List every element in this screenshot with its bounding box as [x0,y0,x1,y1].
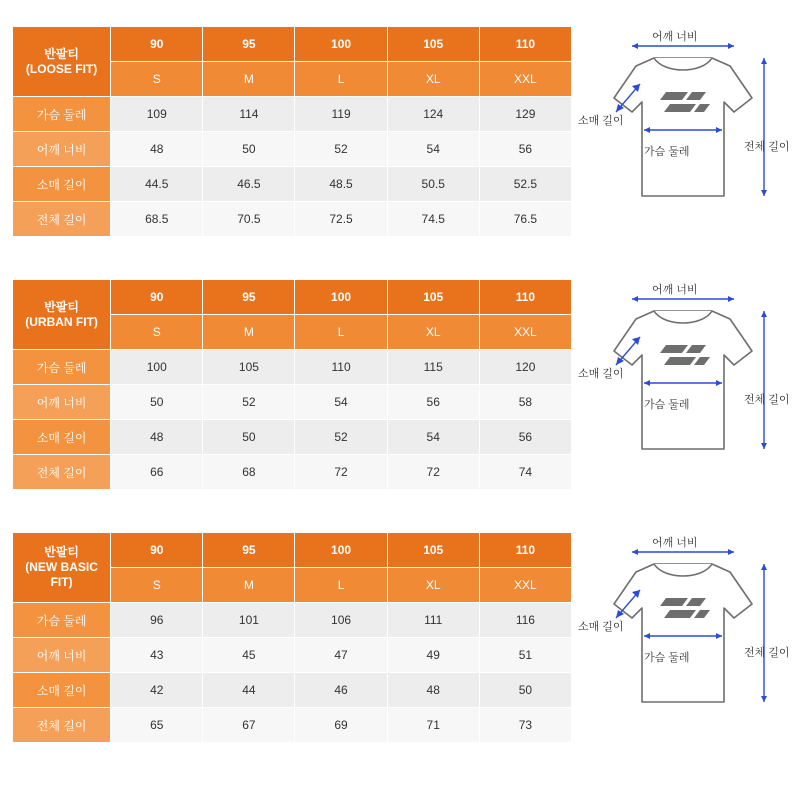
table-corner-label [13,533,111,603]
measure-value: 111 [387,603,479,638]
tshirt-svg [584,279,799,489]
measure-value: 56 [479,420,571,455]
table-row [13,638,572,673]
table-row [13,97,572,132]
measure-value: 68.5 [111,202,203,237]
measure-value: 52.5 [479,167,571,202]
table-row [13,420,572,455]
size-header-alpha: M [203,62,295,97]
size-header-alpha: M [203,315,295,350]
measure-value: 50 [203,420,295,455]
measure-value: 58 [479,385,571,420]
measure-value: 50 [203,132,295,167]
measure-value: 100 [111,350,203,385]
size-header-numeric: 105 [387,280,479,315]
size-header-numeric: 95 [203,280,295,315]
size-header-numeric: 100 [295,533,387,568]
measure-value: 105 [203,350,295,385]
measure-value: 115 [387,350,479,385]
measure-value: 48 [111,420,203,455]
measure-value: 50 [111,385,203,420]
corner-line-2: (NEW BASIC FIT) [25,560,98,589]
measure-value: 72 [295,455,387,490]
size-header-numeric: 90 [111,27,203,62]
measure-label: 전체 길이 [13,202,111,237]
size-header-numeric: 90 [111,280,203,315]
measure-value: 74.5 [387,202,479,237]
measure-value: 129 [479,97,571,132]
figure-label-sleeve: 소매 길이 [578,115,624,127]
measure-value: 46 [295,673,387,708]
measure-value: 66 [111,455,203,490]
table-wrap-0 [12,26,572,237]
measure-label: 소매 길이 [13,167,111,202]
measure-value: 48 [387,673,479,708]
measure-value: 56 [387,385,479,420]
measure-value: 96 [111,603,203,638]
measure-value: 72 [387,455,479,490]
size-block-loose-fit [12,26,788,237]
table-row [13,385,572,420]
figure-label-shoulder: 어깨 너비 [652,284,698,296]
measure-value: 49 [387,638,479,673]
measure-value: 46.5 [203,167,295,202]
figure-label-sleeve: 소매 길이 [578,621,624,633]
measure-value: 52 [295,420,387,455]
measure-value: 71 [387,708,479,743]
table-row [13,455,572,490]
measure-value: 101 [203,603,295,638]
size-header-alpha: L [295,568,387,603]
corner-line-1: 반팔티 [44,46,79,61]
figure-label-chest: 가슴 둘레 [644,399,690,411]
measure-value: 52 [295,132,387,167]
measure-label: 가슴 둘레 [13,97,111,132]
measure-value: 69 [295,708,387,743]
measure-value: 51 [479,638,571,673]
figure-label-total: 전체 길이 [744,394,790,406]
measure-value: 74 [479,455,571,490]
size-header-numeric: 100 [295,27,387,62]
table-row [13,202,572,237]
measure-value: 42 [111,673,203,708]
measure-value: 76.5 [479,202,571,237]
size-table-2 [12,532,572,743]
tshirt-svg [584,532,799,742]
measure-value: 65 [111,708,203,743]
size-header-numeric: 110 [479,533,571,568]
size-header-numeric: 110 [479,280,571,315]
figure-label-total: 전체 길이 [744,141,790,153]
measure-value: 67 [203,708,295,743]
size-header-alpha: XL [387,62,479,97]
measure-value: 106 [295,603,387,638]
measure-value: 110 [295,350,387,385]
measure-value: 50 [479,673,571,708]
figure-label-sleeve: 소매 길이 [578,368,624,380]
size-header-alpha: XXL [479,62,571,97]
measure-value: 44 [203,673,295,708]
measure-value: 44.5 [111,167,203,202]
tshirt-diagram-0 [578,26,799,236]
measure-value: 68 [203,455,295,490]
size-header-alpha: XXL [479,315,571,350]
size-header-alpha: S [111,568,203,603]
size-table-0 [12,26,572,237]
table-row [13,167,572,202]
measure-value: 72.5 [295,202,387,237]
size-header-alpha: XL [387,315,479,350]
table-row [13,603,572,638]
measure-value: 48 [111,132,203,167]
size-header-numeric: 95 [203,27,295,62]
size-block-urban-fit [12,279,788,490]
table-row [13,27,572,62]
table-row [13,280,572,315]
size-header-alpha: XL [387,568,479,603]
tshirt-diagram-1 [578,279,799,489]
size-header-numeric: 95 [203,533,295,568]
measure-value: 52 [203,385,295,420]
table-corner-label [13,280,111,350]
figure-label-chest: 가슴 둘레 [644,652,690,664]
size-header-alpha: S [111,62,203,97]
measure-value: 43 [111,638,203,673]
measure-value: 116 [479,603,571,638]
figure-label-total: 전체 길이 [744,647,790,659]
measure-label: 소매 길이 [13,673,111,708]
figure-label-shoulder: 어깨 너비 [652,537,698,549]
size-header-numeric: 105 [387,27,479,62]
measure-value: 70.5 [203,202,295,237]
measure-label: 가슴 둘레 [13,350,111,385]
measure-value: 54 [387,132,479,167]
size-header-numeric: 105 [387,533,479,568]
corner-line-1: 반팔티 [44,545,79,559]
measure-label: 가슴 둘레 [13,603,111,638]
size-header-numeric: 90 [111,533,203,568]
measure-value: 48.5 [295,167,387,202]
measure-value: 56 [479,132,571,167]
table-row [13,132,572,167]
size-table-1 [12,279,572,490]
measure-value: 50.5 [387,167,479,202]
measure-value: 109 [111,97,203,132]
measure-label: 전체 길이 [13,708,111,743]
table-wrap-2 [12,532,572,743]
table-corner-label [13,27,111,97]
size-header-alpha: L [295,315,387,350]
measure-value: 114 [203,97,295,132]
size-header-alpha: XXL [479,568,571,603]
measure-label: 어깨 너비 [13,132,111,167]
size-header-numeric: 100 [295,280,387,315]
measure-value: 54 [295,385,387,420]
corner-line-1: 반팔티 [44,299,79,314]
measure-value: 45 [203,638,295,673]
measure-value: 47 [295,638,387,673]
figure-label-shoulder: 어깨 너비 [652,31,698,43]
table-wrap-1 [12,279,572,490]
measure-value: 73 [479,708,571,743]
measure-label: 전체 길이 [13,455,111,490]
measure-label: 어깨 너비 [13,385,111,420]
corner-line-2: (URBAN FIT) [25,314,98,329]
tshirt-svg [584,26,799,236]
corner-line-2: (LOOSE FIT) [25,61,98,76]
size-header-numeric: 110 [479,27,571,62]
size-header-alpha: S [111,315,203,350]
measure-value: 119 [295,97,387,132]
measure-value: 124 [387,97,479,132]
tshirt-diagram-2 [578,532,799,742]
table-row [13,673,572,708]
measure-value: 120 [479,350,571,385]
table-row [13,708,572,743]
table-row [13,533,572,568]
size-block-new-basic-fit [12,532,788,743]
measure-label: 어깨 너비 [13,638,111,673]
table-row [13,350,572,385]
size-header-alpha: M [203,568,295,603]
size-header-alpha: L [295,62,387,97]
figure-label-chest: 가슴 둘레 [644,146,690,158]
measure-label: 소매 길이 [13,420,111,455]
measure-value: 54 [387,420,479,455]
